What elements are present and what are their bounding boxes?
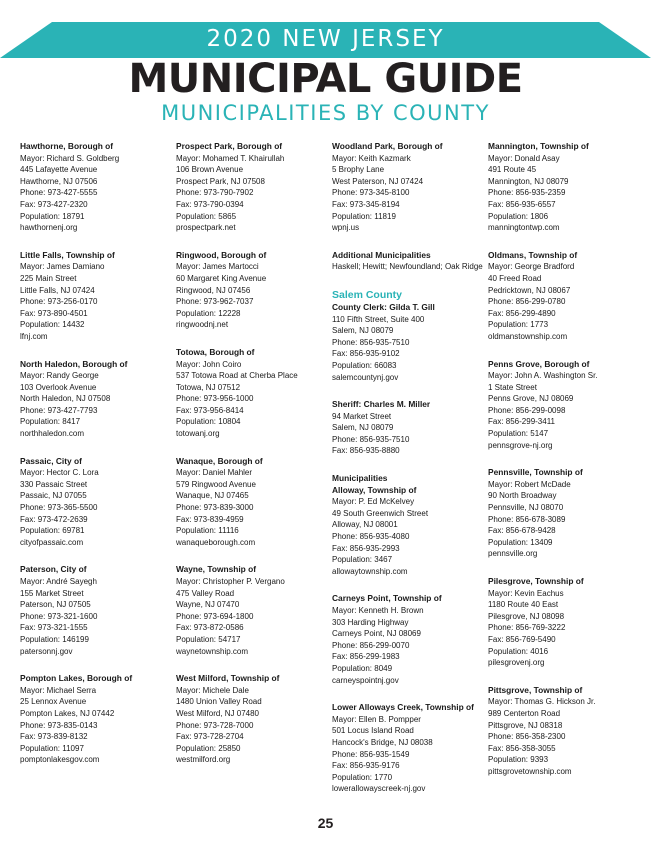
entry-line: Mayor: Donald Asay bbox=[488, 153, 560, 163]
entry-line: 1 State Street bbox=[488, 382, 537, 392]
entry-line: 537 Totowa Road at Cherba Place bbox=[176, 371, 298, 381]
municipality-name: Pompton Lakes, Borough of bbox=[20, 673, 133, 684]
entry-line: pennsgrove-nj.org bbox=[488, 440, 553, 450]
entry-line: Phone: 973-728-7000 bbox=[176, 720, 254, 730]
municipality-name: West Milford, Township of bbox=[176, 673, 280, 684]
entry-line: 155 Market Street bbox=[20, 588, 84, 598]
entry-line: 1180 Route 40 East bbox=[488, 600, 559, 610]
entry-line: Fax: 856-358-3055 bbox=[488, 743, 556, 753]
entry-line: 49 South Greenwich Street bbox=[332, 508, 429, 518]
entry-line: Mayor: Mohamed T. Khairullah bbox=[176, 153, 285, 163]
municipality-name: Mannington, Township of bbox=[488, 141, 589, 151]
entry-line: Hawthorne, NJ 07506 bbox=[20, 176, 98, 186]
entry-line: allowaytownship.com bbox=[332, 566, 408, 576]
municipality-name: Penns Grove, Borough of bbox=[488, 358, 590, 369]
entry-line: Mayor: Robert McDade bbox=[488, 479, 571, 489]
entry-line: Penns Grove, NJ 08069 bbox=[488, 394, 574, 404]
entry-line: lowerallowayscreek-nj.gov bbox=[332, 784, 426, 794]
entry-line: Fax: 856-299-4890 bbox=[488, 308, 556, 318]
municipality-entry bbox=[20, 673, 170, 766]
municipality-name: Additional Municipalities bbox=[332, 249, 431, 260]
municipality-name: Totowa, Borough of bbox=[176, 346, 255, 357]
entry-line: pilesgrovenj.org bbox=[488, 658, 545, 668]
page-title: MUNICIPAL GUIDE bbox=[128, 56, 523, 102]
municipality-name: Prospect Park, Borough of bbox=[176, 141, 283, 151]
entry-line: Phone: 973-427-5555 bbox=[20, 188, 98, 198]
entry-line: Mayor: George Bradford bbox=[488, 262, 575, 272]
county-sheriff-entry bbox=[332, 399, 482, 457]
entry-line: pomptonlakesgov.com bbox=[20, 755, 100, 765]
county-sheriff-name: Sheriff: Charles M. Miller bbox=[332, 399, 431, 410]
entry-line: Fax: 973-956-8414 bbox=[176, 405, 244, 415]
entry-line: oldmanstownship.com bbox=[488, 331, 568, 341]
entry-line: Phone: 856-299-0780 bbox=[488, 297, 566, 307]
entry-line: Salem, NJ 08079 bbox=[332, 326, 394, 336]
entry-line: Population: 69781 bbox=[20, 526, 85, 536]
entry-line: Population: 11819 bbox=[332, 211, 396, 221]
municipality-entry bbox=[176, 564, 326, 657]
entry-line: Haskell; Hewitt; Newfoundland; Oak Ridge bbox=[332, 262, 483, 272]
municipality-name: Passaic, City of bbox=[20, 455, 82, 466]
entry-line: Mayor: James Martocci bbox=[176, 262, 259, 272]
page-subtitle: MUNICIPALITIES BY COUNTY bbox=[161, 101, 490, 125]
entry-line: 303 Harding Highway bbox=[332, 617, 409, 627]
entry-line: Phone: 856-769-3222 bbox=[488, 623, 566, 633]
entry-line: Population: 11116 bbox=[176, 526, 239, 536]
column-4 bbox=[488, 141, 638, 794]
entry-line: Ringwood, NJ 07456 bbox=[176, 285, 251, 295]
entry-line: 1480 Union Valley Road bbox=[176, 697, 262, 707]
municipality-entry bbox=[20, 250, 170, 343]
entry-line: 103 Overlook Avenue bbox=[20, 382, 97, 392]
municipality-name: Paterson, City of bbox=[20, 564, 87, 575]
page-number: 25 bbox=[317, 815, 334, 831]
entry-line: Phone: 856-935-2359 bbox=[488, 188, 566, 198]
entry-line: Mayor: Daniel Mahler bbox=[176, 468, 253, 478]
entry-line: Mayor: P. Ed McKelvey bbox=[332, 497, 415, 507]
entry-line: Mayor: Michael Serra bbox=[20, 685, 97, 695]
entry-line: pittsgrovetownship.com bbox=[488, 766, 572, 776]
entry-line: wpnj.us bbox=[332, 223, 360, 233]
entry-line: Wanaque, NJ 07465 bbox=[176, 491, 249, 501]
entry-line: Mayor: Richard S. Goldberg bbox=[20, 153, 120, 163]
entry-line: Mayor: Ellen B. Pompper bbox=[332, 714, 421, 724]
entry-line: Population: 5147 bbox=[488, 429, 549, 439]
entry-line: 40 Freed Road bbox=[488, 273, 542, 283]
entry-line: 989 Centerton Road bbox=[488, 708, 561, 718]
municipality-entry bbox=[488, 250, 638, 343]
entry-line: hawthornenj.org bbox=[20, 223, 78, 233]
entry-line: Pompton Lakes, NJ 07442 bbox=[20, 708, 115, 718]
municipality-name: Little Falls, Township of bbox=[20, 249, 115, 260]
entry-line: Pittsgrove, NJ 08318 bbox=[488, 720, 563, 730]
municipality-name: Lower Alloways Creek, Township of bbox=[332, 702, 474, 713]
entry-line: Phone: 856-299-0070 bbox=[332, 640, 410, 650]
entry-line: Phone: 973-365-5500 bbox=[20, 503, 98, 513]
entry-line: 90 North Broadway bbox=[488, 491, 557, 501]
header-year-line: 2020 NEW JERSEY bbox=[206, 26, 445, 52]
column-2 bbox=[176, 141, 326, 782]
entry-line: 579 Ringwood Avenue bbox=[176, 479, 256, 489]
entry-line: 501 Locus Island Road bbox=[332, 726, 414, 736]
entry-line: Fax: 856-935-8880 bbox=[332, 446, 400, 456]
entry-line: Fax: 973-345-8194 bbox=[332, 199, 400, 209]
municipality-entry bbox=[488, 576, 638, 669]
entry-line: Fax: 856-678-9428 bbox=[488, 526, 556, 536]
municipality-entry bbox=[488, 685, 638, 778]
entry-line: Population: 146199 bbox=[20, 634, 89, 644]
county-clerk-entry bbox=[332, 302, 482, 383]
municipality-name: Hawthorne, Borough of bbox=[20, 141, 114, 151]
municipality-name: North Haledon, Borough of bbox=[20, 358, 128, 369]
municipality-entry bbox=[20, 564, 170, 657]
column-1 bbox=[20, 141, 170, 782]
entry-line: wanaqueborough.com bbox=[176, 537, 256, 547]
entry-line: West Milford, NJ 07480 bbox=[176, 708, 259, 718]
entry-line: Totowa, NJ 07512 bbox=[176, 382, 241, 392]
entry-line: Population: 4016 bbox=[488, 646, 549, 656]
entry-line: Mannington, NJ 08079 bbox=[488, 176, 569, 186]
entry-line: Fax: 856-935-9176 bbox=[332, 761, 400, 771]
entry-line: cityofpassaic.com bbox=[20, 537, 84, 547]
entry-line: Phone: 856-935-7510 bbox=[332, 434, 410, 444]
entry-line: Phone: 973-835-0143 bbox=[20, 720, 98, 730]
entry-line: Population: 5865 bbox=[176, 211, 237, 221]
entry-line: Population: 14432 bbox=[20, 320, 85, 330]
entry-line: Mayor: Hector C. Lora bbox=[20, 468, 99, 478]
municipality-entry bbox=[20, 141, 170, 234]
municipality-entry bbox=[332, 593, 482, 686]
entry-line: Mayor: Keith Kazmark bbox=[332, 153, 411, 163]
municipality-name: Oldmans, Township of bbox=[488, 249, 578, 260]
municipality-name: Alloway, Township of bbox=[332, 484, 417, 495]
entry-line: Phone: 856-935-4080 bbox=[332, 532, 410, 542]
entry-line: Salem, NJ 08079 bbox=[332, 423, 394, 433]
entry-line: Population: 8049 bbox=[332, 663, 393, 673]
entry-line: Wayne, NJ 07470 bbox=[176, 600, 240, 610]
entry-line: Fax: 856-299-1983 bbox=[332, 652, 400, 662]
entry-line: Pedricktown, NJ 08067 bbox=[488, 285, 571, 295]
entry-line: 110 Fifth Street, Suite 400 bbox=[332, 314, 425, 324]
entry-line: 475 Valley Road bbox=[176, 588, 235, 598]
entry-line: Fax: 856-935-9102 bbox=[332, 349, 400, 359]
entry-line: Fax: 973-728-2704 bbox=[176, 732, 244, 742]
entry-line: Fax: 973-472-2639 bbox=[20, 514, 88, 524]
entry-line: Mayor: John Coiro bbox=[176, 359, 242, 369]
entry-line: patersonnj.gov bbox=[20, 646, 73, 656]
entry-line: Fax: 856-935-6557 bbox=[488, 199, 556, 209]
entry-line: Fax: 856-299-3411 bbox=[488, 417, 556, 427]
county-heading: Salem County bbox=[332, 288, 403, 301]
municipality-entry bbox=[176, 141, 326, 234]
entry-line: Population: 66083 bbox=[332, 360, 397, 370]
entry-line: Phone: 973-694-1800 bbox=[176, 611, 254, 621]
entry-line: manningtontwp.com bbox=[488, 223, 560, 233]
municipalities-label: Municipalities bbox=[332, 473, 388, 484]
entry-line: 5 Brophy Lane bbox=[332, 165, 385, 175]
entry-line: Mayor: Randy George bbox=[20, 371, 99, 381]
entry-line: Fax: 973-872-0586 bbox=[176, 623, 244, 633]
entry-line: Phone: 973-256-0170 bbox=[20, 297, 98, 307]
municipality-entry bbox=[176, 250, 326, 331]
entry-line: Population: 54717 bbox=[176, 634, 241, 644]
entry-line: Population: 10804 bbox=[176, 417, 241, 427]
municipality-entry bbox=[20, 359, 170, 440]
entry-line: Population: 11097 bbox=[20, 743, 84, 753]
entry-line: salemcountynj.gov bbox=[332, 372, 399, 382]
municipality-name: Ringwood, Borough of bbox=[176, 249, 267, 260]
entry-line: lfnj.com bbox=[20, 331, 48, 341]
entry-line: Population: 1770 bbox=[332, 772, 393, 782]
entry-line: Fax: 973-427-2320 bbox=[20, 199, 88, 209]
entry-line: Mayor: Kevin Eachus bbox=[488, 588, 564, 598]
entry-line: Phone: 856-358-2300 bbox=[488, 732, 566, 742]
entry-line: Fax: 973-839-4959 bbox=[176, 514, 244, 524]
entry-line: Phone: 856-935-1549 bbox=[332, 749, 410, 759]
entry-line: North Haledon, NJ 07508 bbox=[20, 394, 111, 404]
entry-line: Population: 12228 bbox=[176, 308, 241, 318]
entry-line: Population: 8417 bbox=[20, 417, 81, 427]
column-3 bbox=[332, 141, 482, 811]
county-clerk-name: County Clerk: Gilda T. Gill bbox=[332, 301, 435, 312]
entry-line: Population: 1773 bbox=[488, 320, 549, 330]
municipality-name: Pennsville, Township of bbox=[488, 467, 583, 478]
municipality-entry bbox=[332, 485, 482, 578]
municipality-name: Pittsgrove, Township of bbox=[488, 684, 583, 695]
entry-line: 60 Margaret King Avenue bbox=[176, 273, 267, 283]
municipality-entry bbox=[488, 359, 638, 452]
municipality-entry bbox=[176, 673, 326, 766]
entry-line: Carneys Point, NJ 08069 bbox=[332, 629, 421, 639]
entry-line: Fax: 856-769-5490 bbox=[488, 634, 556, 644]
entry-line: waynetownship.com bbox=[176, 646, 249, 656]
municipality-entry bbox=[488, 141, 638, 234]
entry-line: Mayor: John A. Washington Sr. bbox=[488, 371, 598, 381]
entry-line: carneyspointnj.gov bbox=[332, 675, 399, 685]
entry-line: Population: 25850 bbox=[176, 743, 241, 753]
municipality-name: Carneys Point, Township of bbox=[332, 593, 442, 604]
municipality-name: Woodland Park, Borough of bbox=[332, 141, 443, 151]
entry-line: 225 Main Street bbox=[20, 273, 77, 283]
entry-line: Phone: 973-427-7793 bbox=[20, 405, 98, 415]
entry-line: Population: 18791 bbox=[20, 211, 85, 221]
entry-line: Phone: 973-321-1600 bbox=[20, 611, 98, 621]
entry-line: westmilford.org bbox=[176, 755, 231, 765]
entry-line: Alloway, NJ 08001 bbox=[332, 520, 398, 530]
entry-line: Pilesgrove, NJ 08098 bbox=[488, 611, 565, 621]
municipality-entry bbox=[176, 347, 326, 440]
municipality-entry bbox=[176, 456, 326, 549]
entry-line: Pennsville, NJ 08070 bbox=[488, 503, 564, 513]
entry-line: Little Falls, NJ 07424 bbox=[20, 285, 95, 295]
entry-line: pennsville.org bbox=[488, 549, 538, 559]
entry-line: 330 Passaic Street bbox=[20, 479, 88, 489]
municipality-name: Pilesgrove, Township of bbox=[488, 576, 584, 586]
entry-line: 106 Brown Avenue bbox=[176, 165, 244, 175]
entry-line: totowanj.org bbox=[176, 429, 220, 439]
entry-line: Population: 9393 bbox=[488, 755, 549, 765]
municipality-entry bbox=[332, 702, 482, 795]
municipality-entry bbox=[488, 467, 638, 560]
entry-line: Phone: 973-345-8100 bbox=[332, 188, 410, 198]
entry-line: Mayor: André Sayegh bbox=[20, 577, 97, 586]
entry-line: Phone: 973-790-7902 bbox=[176, 188, 254, 198]
entry-line: Population: 1806 bbox=[488, 211, 549, 221]
entry-line: Phone: 856-678-3089 bbox=[488, 514, 566, 524]
entry-line: 25 Lennox Avenue bbox=[20, 697, 87, 707]
entry-line: Population: 3467 bbox=[332, 555, 393, 565]
entry-line: Phone: 856-935-7510 bbox=[332, 337, 410, 347]
entry-line: Passaic, NJ 07055 bbox=[20, 491, 87, 501]
entry-line: Fax: 973-839-8132 bbox=[20, 732, 88, 742]
entry-line: Paterson, NJ 07505 bbox=[20, 600, 91, 610]
entry-line: 491 Route 45 bbox=[488, 165, 537, 175]
entry-line: Mayor: Kenneth H. Brown bbox=[332, 606, 424, 615]
entry-line: northhaledon.com bbox=[20, 429, 85, 439]
entry-line: Mayor: Michele Dale bbox=[176, 685, 249, 695]
municipality-name: Wayne, Township of bbox=[176, 564, 257, 575]
entry-line: Phone: 973-962-7037 bbox=[176, 297, 254, 307]
entry-line: Mayor: James Damiano bbox=[20, 262, 105, 272]
municipality-name: Wanaque, Borough of bbox=[176, 455, 263, 466]
entry-line: Phone: 856-299-0098 bbox=[488, 405, 566, 415]
municipality-entry bbox=[20, 456, 170, 549]
municipality-entry bbox=[332, 250, 482, 273]
entry-line: Fax: 856-935-2993 bbox=[332, 543, 400, 553]
entry-line: prospectpark.net bbox=[176, 223, 236, 233]
entry-line: Fax: 973-890-4501 bbox=[20, 308, 88, 318]
entry-line: ringwoodnj.net bbox=[176, 320, 229, 330]
entry-line: Prospect Park, NJ 07508 bbox=[176, 176, 265, 186]
entry-line: Phone: 973-839-3000 bbox=[176, 503, 254, 513]
entry-line: West Paterson, NJ 07424 bbox=[332, 176, 424, 186]
entry-line: Fax: 973-790-0394 bbox=[176, 199, 244, 209]
entry-line: Mayor: Thomas G. Hickson Jr. bbox=[488, 697, 596, 707]
entry-line: Mayor: Christopher P. Vergano bbox=[176, 577, 285, 586]
entry-line: Hancock's Bridge, NJ 08038 bbox=[332, 737, 433, 747]
entry-line: Phone: 973-956-1000 bbox=[176, 394, 254, 404]
entry-line: Fax: 973-321-1555 bbox=[20, 623, 88, 633]
entry-line: 445 Lafayette Avenue bbox=[20, 165, 98, 175]
entry-line: 94 Market Street bbox=[332, 411, 392, 421]
entry-line: Population: 13409 bbox=[488, 537, 553, 547]
municipality-entry bbox=[332, 141, 482, 234]
